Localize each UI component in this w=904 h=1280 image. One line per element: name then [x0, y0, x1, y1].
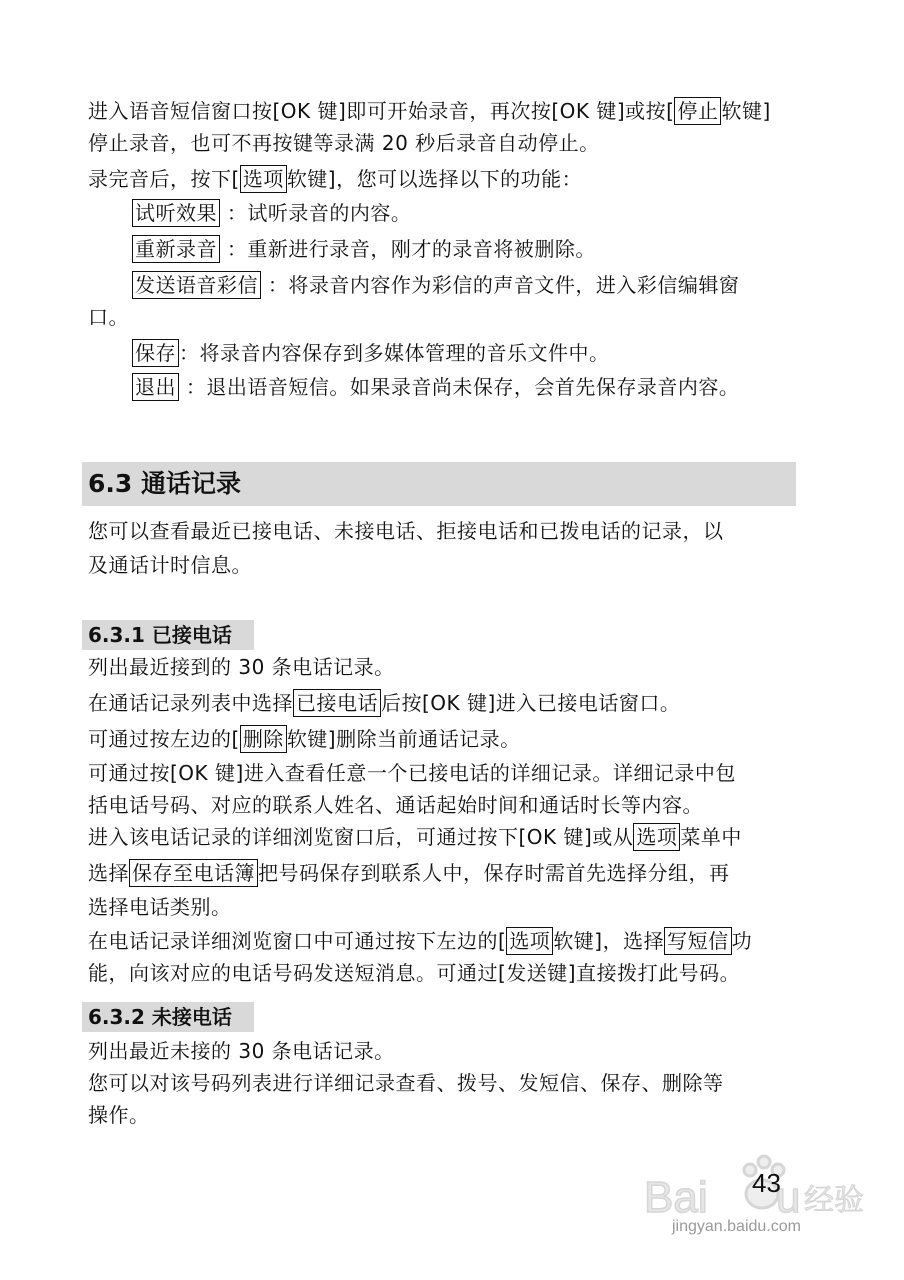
watermark-url: jingyan.baidu.com — [672, 1218, 801, 1235]
option-item — [132, 234, 596, 264]
text-span: 软键]，您可以选择以下的功能： — [286, 167, 583, 191]
option-label: 重新录音 — [132, 235, 220, 263]
page-number: 43 — [752, 1168, 781, 1198]
option-item — [132, 338, 610, 368]
option-label: 保存 — [132, 339, 179, 367]
softkey-box-options: 选项 — [240, 165, 287, 193]
option-desc: ：重新进行录音，刚才的录音将被删除。 — [226, 237, 596, 261]
text-span: 选择 — [88, 861, 129, 885]
text-span: 录完音后，按下[ — [88, 167, 240, 191]
text-span: 可通过按左边的[ — [88, 727, 240, 751]
option-desc: ：将录音内容保存到多媒体管理的音乐文件中。 — [179, 341, 610, 365]
option-item — [132, 198, 411, 228]
text-span: 后按[OK 键]进入已接电话窗口。 — [381, 691, 681, 715]
text-line: 及通话计时信息。 — [88, 553, 252, 577]
svg-text:Bai: Bai — [644, 1173, 708, 1222]
text-span: 功 — [731, 929, 753, 953]
text-span: 把号码保存到联系人中，保存时需首先选择分组，再 — [258, 861, 730, 885]
text-line: 能，向该对应的电话号码发送短消息。可通过[发送键]直接拨打此号码。 — [88, 961, 741, 985]
text-span: 软键]删除当前通话记录。 — [286, 727, 521, 751]
option-desc: ：试听录音的内容。 — [226, 201, 412, 225]
softkey-box-stop: 停止 — [674, 97, 721, 125]
text-line — [88, 688, 680, 718]
text-line — [88, 858, 730, 888]
text-span: 进入语音短信窗口按[OK 键]即可开始录音，再次按[OK 键]或按[ — [88, 99, 675, 123]
text-line — [88, 926, 752, 956]
menu-box-options: 选项 — [633, 823, 680, 851]
svg-text:经验: 经验 — [804, 1183, 864, 1218]
option-desc: ：将录音内容作为彩信的声音文件，进入彩信编辑窗 — [267, 273, 740, 297]
svg-text:u: u — [776, 1173, 801, 1222]
text-line: 您可以查看最近已接电话、未接电话、拒接电话和已拨电话的记录，以 — [88, 519, 724, 543]
option-label: 试听效果 — [132, 199, 220, 227]
text-line: 口。 — [88, 305, 129, 329]
menu-box-save-to-phonebook: 保存至电话簿 — [129, 859, 258, 887]
text-line: 停止录音，也可不再按键等录满 20 秒后录音自动停止。 — [88, 131, 600, 155]
text-line: 括电话号码、对应的联系人姓名、通话起始时间和通话时长等内容。 — [88, 793, 703, 817]
text-span: 在电话记录详细浏览窗口中可通过按下左边的[ — [88, 929, 507, 953]
option-item — [132, 270, 739, 300]
option-label: 发送语音彩信 — [132, 271, 261, 299]
menu-box-answered-calls: 已接电话 — [293, 689, 381, 717]
section-title: 6.3 通话记录 — [88, 469, 241, 498]
text-line: 操作。 — [88, 1103, 150, 1127]
text-span: 进入该电话记录的详细浏览窗口后，可通过按下[OK 键]或从 — [88, 825, 634, 849]
text-line — [88, 96, 771, 126]
text-span: 软键] — [721, 99, 771, 123]
option-item — [132, 372, 739, 402]
text-span: 在通话记录列表中选择 — [88, 691, 293, 715]
option-label: 退出 — [132, 373, 179, 401]
text-span: 菜单中 — [680, 825, 742, 849]
text-span: 软键]，选择 — [553, 929, 665, 953]
menu-box-write-sms: 写短信 — [664, 927, 732, 955]
text-line: 您可以对该号码列表进行详细记录查看、拨号、发短信、保存、删除等 — [88, 1071, 724, 1095]
text-line: 列出最近接到的 30 条电话记录。 — [88, 655, 395, 679]
softkey-box-delete: 删除 — [240, 725, 287, 753]
text-line: 列出最近未接的 30 条电话记录。 — [88, 1039, 395, 1063]
option-desc: ：退出语音短信。如果录音尚未保存，会首先保存录音内容。 — [185, 375, 740, 399]
text-line — [88, 822, 742, 852]
subsection-title: 6.3.2 未接电话 — [88, 1005, 232, 1029]
text-line: 选择电话类别。 — [88, 895, 232, 919]
text-line: 可通过按[OK 键]进入查看任意一个已接电话的详细记录。详细记录中包 — [88, 761, 736, 785]
text-line — [88, 724, 521, 754]
subsection-title: 6.3.1 已接电话 — [88, 623, 232, 647]
softkey-box-options: 选项 — [506, 927, 553, 955]
text-line — [88, 164, 582, 194]
